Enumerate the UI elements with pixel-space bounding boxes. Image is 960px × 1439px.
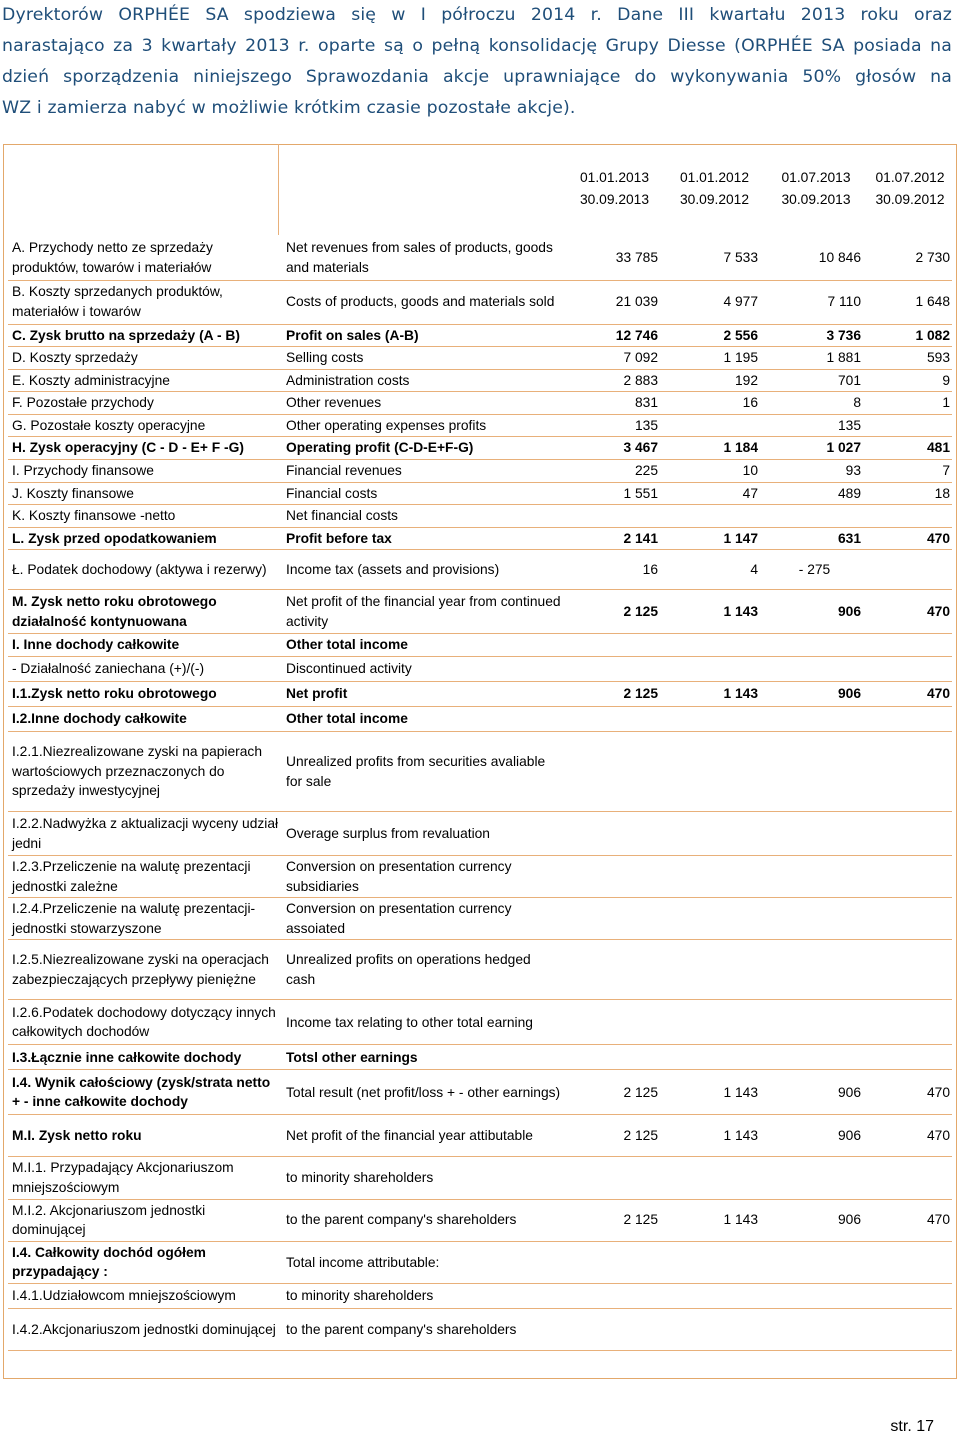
value-cell: 2 556 xyxy=(664,324,764,347)
row-label-pl: M. Zysk netto roku obrotowego działalność kontynuowana xyxy=(8,590,282,634)
value-cell: 7 xyxy=(867,460,952,483)
row-label-en: Selling costs xyxy=(282,347,564,370)
row-label-pl: I.2.3.Przeliczenie na walutę prezentacji jednostki zależne xyxy=(8,856,282,898)
row-label-en: Profit before tax xyxy=(282,527,564,550)
value-cell xyxy=(664,1157,764,1199)
value-cell: 470 xyxy=(867,590,952,634)
row-label-pl: I.2.6.Podatek dochodowy dotyczący innych całkowitych dochodów xyxy=(8,1000,282,1045)
value-cell xyxy=(664,732,764,812)
value-cell: 18 xyxy=(867,482,952,505)
table-row xyxy=(8,1070,952,1115)
value-cell xyxy=(764,1283,867,1308)
value-cell: 831 xyxy=(564,392,664,415)
value-cell: 906 xyxy=(764,1070,867,1115)
value-cell xyxy=(564,812,664,856)
row-label-en: Total result (net profit/loss + - other earnings) xyxy=(282,1070,564,1115)
value-cell: 2 141 xyxy=(564,527,664,550)
row-label-en: Unrealized profits on operations hedged cash xyxy=(282,940,564,1000)
header-period-3 xyxy=(764,166,867,236)
value-cell xyxy=(564,1000,664,1045)
row-label-pl: D. Koszty sprzedaży xyxy=(8,347,282,370)
table-row xyxy=(8,392,952,415)
value-cell xyxy=(564,1308,664,1350)
row-label-en: Net profit of the financial year attibutable xyxy=(282,1115,564,1157)
value-cell: 9 xyxy=(867,369,952,392)
table-row xyxy=(8,1000,952,1045)
value-cell: 701 xyxy=(764,369,867,392)
value-cell xyxy=(564,1045,664,1070)
value-cell xyxy=(867,657,952,682)
value-cell: 1 082 xyxy=(867,324,952,347)
intro-line: dzień sporządzenia niniejszego Sprawozdania akcje uprawniające do wykonywania 50% głosów na xyxy=(2,67,952,87)
row-label-pl: I.2.Inne dochody całkowite xyxy=(8,707,282,732)
value-cell xyxy=(867,1157,952,1199)
value-cell: 1 143 xyxy=(664,590,764,634)
value-cell: 1 143 xyxy=(664,1115,764,1157)
value-cell xyxy=(564,657,664,682)
header-period-1 xyxy=(564,166,664,236)
value-cell: 1 881 xyxy=(764,347,867,370)
value-cell xyxy=(564,1241,664,1283)
intro-line: WZ i zamierza nabyć w możliwie krótkim czasie pozostałe akcje). xyxy=(2,98,576,118)
value-cell: 4 xyxy=(664,550,764,590)
row-label-en: to the parent company's shareholders xyxy=(282,1199,564,1241)
intro-line: Dyrektorów ORPHÉE SA spodziewa się w I półroczu 2014 r. Dane III kwartału 2013 roku oraz xyxy=(2,5,952,25)
value-cell: 33 785 xyxy=(564,236,664,280)
value-cell: 1 143 xyxy=(664,1070,764,1115)
value-cell: 10 xyxy=(664,460,764,483)
value-cell: 21 039 xyxy=(564,280,664,324)
table-row xyxy=(8,1241,952,1283)
value-cell: 8 xyxy=(764,392,867,415)
table-row xyxy=(8,898,952,940)
row-label-en: Other total income xyxy=(282,634,564,657)
table-row xyxy=(8,347,952,370)
period-from: 01.07.2013 xyxy=(781,170,851,185)
row-label-pl: - Działalność zaniechana (+)/(-) xyxy=(8,657,282,682)
row-label-en: Totsl other earnings xyxy=(282,1045,564,1070)
value-cell xyxy=(564,1283,664,1308)
table-row xyxy=(8,550,952,590)
value-cell: 135 xyxy=(764,414,867,437)
value-cell: 1 184 xyxy=(664,437,764,460)
value-cell xyxy=(564,707,664,732)
row-label-en: Financial revenues xyxy=(282,460,564,483)
row-label-en: to minority shareholders xyxy=(282,1157,564,1199)
value-cell: 470 xyxy=(867,1199,952,1241)
row-label-en: Costs of products, goods and materials sold xyxy=(282,280,564,324)
value-cell xyxy=(867,505,952,528)
table-row xyxy=(8,856,952,898)
header-period-4 xyxy=(867,166,952,236)
row-label-en: Other total income xyxy=(282,707,564,732)
period-to: 30.09.2013 xyxy=(579,192,650,207)
table-row xyxy=(8,940,952,1000)
value-cell xyxy=(564,856,664,898)
value-cell xyxy=(664,1308,764,1350)
value-cell: 12 746 xyxy=(564,324,664,347)
value-cell xyxy=(564,898,664,940)
row-label-en: to the parent company's shareholders xyxy=(282,1308,564,1350)
value-cell xyxy=(664,1283,764,1308)
value-cell: 7 092 xyxy=(564,347,664,370)
value-cell: 16 xyxy=(564,550,664,590)
value-cell xyxy=(764,1000,867,1045)
row-label-en: Net profit xyxy=(282,682,564,707)
row-label-pl: I.4. Całkowity dochód ogółem przypadający : xyxy=(8,1241,282,1283)
row-label-pl: I.2.5.Niezrealizowane zyski na operacjach zabezpieczających przepływy pieniężne xyxy=(8,940,282,1000)
value-cell xyxy=(764,898,867,940)
value-cell xyxy=(664,505,764,528)
table-row xyxy=(8,236,952,280)
value-cell xyxy=(867,634,952,657)
intro-paragraph xyxy=(2,0,952,124)
value-cell xyxy=(664,1045,764,1070)
value-cell xyxy=(867,1283,952,1308)
value-cell: 2 883 xyxy=(564,369,664,392)
row-label-pl: Ł. Podatek dochodowy (aktywa i rezerwy) xyxy=(8,550,282,590)
table-row xyxy=(8,1115,952,1157)
value-cell: 1 147 xyxy=(664,527,764,550)
row-label-en: Other revenues xyxy=(282,392,564,415)
value-cell: 2 125 xyxy=(564,1070,664,1115)
table-row xyxy=(8,657,952,682)
period-from: 01.01.2013 xyxy=(579,170,650,185)
row-label-en: Conversion on presentation currency subsidiaries xyxy=(282,856,564,898)
table-row xyxy=(8,707,952,732)
table-row xyxy=(8,1199,952,1241)
table-row xyxy=(8,590,952,634)
row-label-en: Conversion on presentation currency assoiated xyxy=(282,898,564,940)
value-cell: 3 736 xyxy=(764,324,867,347)
value-cell: 470 xyxy=(867,1070,952,1115)
value-cell xyxy=(664,812,764,856)
table-row xyxy=(8,414,952,437)
row-label-pl: I.4.1.Udziałowcom mniejszościowym xyxy=(8,1283,282,1308)
row-label-en: Net financial costs xyxy=(282,505,564,528)
value-cell: 47 xyxy=(664,482,764,505)
row-label-pl: M.I. Zysk netto roku xyxy=(8,1115,282,1157)
value-cell: 489 xyxy=(764,482,867,505)
header-blank-pl xyxy=(8,166,282,236)
value-cell xyxy=(867,1308,952,1350)
page-number: str. 17 xyxy=(890,1418,934,1435)
value-cell: 1 648 xyxy=(867,280,952,324)
table-row xyxy=(8,1045,952,1070)
row-label-en: Total income attributable: xyxy=(282,1241,564,1283)
value-cell: 1 027 xyxy=(764,437,867,460)
intro-line: narastająco za 3 kwartały 2013 r. oparte są o pełną konsolidację Grupy Diesse (ORPHÉE SA posiada na xyxy=(2,36,952,56)
table-row xyxy=(8,812,952,856)
row-label-en: Overage surplus from revaluation xyxy=(282,812,564,856)
value-cell xyxy=(867,732,952,812)
value-cell: 4 977 xyxy=(664,280,764,324)
value-cell: 225 xyxy=(564,460,664,483)
value-cell xyxy=(564,505,664,528)
value-cell: 593 xyxy=(867,347,952,370)
value-cell: 631 xyxy=(764,527,867,550)
value-cell xyxy=(764,634,867,657)
row-label-en: to minority shareholders xyxy=(282,1283,564,1308)
row-label-en: Income tax (assets and provisions) xyxy=(282,550,564,590)
row-label-pl: F. Pozostałe przychody xyxy=(8,392,282,415)
value-cell xyxy=(867,812,952,856)
value-cell xyxy=(564,1157,664,1199)
row-label-en: Administration costs xyxy=(282,369,564,392)
header-period-2 xyxy=(664,166,764,236)
value-cell xyxy=(764,940,867,1000)
table-row xyxy=(8,369,952,392)
period-to: 30.09.2013 xyxy=(781,192,851,207)
table-row xyxy=(8,437,952,460)
value-cell xyxy=(764,812,867,856)
header-blank-en xyxy=(282,166,564,236)
value-cell xyxy=(867,1000,952,1045)
row-label-en: Unrealized profits from securities avaliable for sale xyxy=(282,732,564,812)
value-cell: 470 xyxy=(867,1115,952,1157)
row-label-pl: I.4.2.Akcjonariuszom jednostki dominującej xyxy=(8,1308,282,1350)
value-cell xyxy=(867,856,952,898)
value-cell xyxy=(764,707,867,732)
row-label-pl: I.4. Wynik całościowy (zysk/strata netto + - inne całkowite dochody xyxy=(8,1070,282,1115)
value-cell xyxy=(764,732,867,812)
value-cell: 3 467 xyxy=(564,437,664,460)
value-cell xyxy=(664,1241,764,1283)
table-row xyxy=(8,280,952,324)
value-cell xyxy=(664,898,764,940)
value-cell: 2 125 xyxy=(564,1115,664,1157)
row-label-pl: I.2.1.Niezrealizowane zyski na papierach wartościowych przeznaczonych do sprzedaży inwestycyjnej xyxy=(8,732,282,812)
value-cell: 192 xyxy=(664,369,764,392)
value-cell xyxy=(664,414,764,437)
value-cell: 481 xyxy=(867,437,952,460)
row-label-en: Net profit of the financial year from continued activity xyxy=(282,590,564,634)
row-label-en: Income tax relating to other total earning xyxy=(282,1000,564,1045)
table-row xyxy=(8,1157,952,1199)
value-cell xyxy=(867,1241,952,1283)
table-row xyxy=(8,505,952,528)
row-label-pl: M.I.2. Akcjonariuszom jednostki dominującej xyxy=(8,1199,282,1241)
value-cell: 1 551 xyxy=(564,482,664,505)
row-label-pl: J. Koszty finansowe xyxy=(8,482,282,505)
row-label-pl: H. Zysk operacyjny (C - D - E+ F -G) xyxy=(8,437,282,460)
value-cell: 906 xyxy=(764,1115,867,1157)
value-cell: 135 xyxy=(564,414,664,437)
value-cell: 1 143 xyxy=(664,1199,764,1241)
row-label-en: Discontinued activity xyxy=(282,657,564,682)
table-row xyxy=(8,460,952,483)
value-cell: 2 730 xyxy=(867,236,952,280)
value-cell: 1 143 xyxy=(664,682,764,707)
value-cell xyxy=(764,1157,867,1199)
value-cell: 10 846 xyxy=(764,236,867,280)
value-cell: 906 xyxy=(764,682,867,707)
value-cell: - 275 xyxy=(764,550,867,590)
row-label-pl: A. Przychody netto ze sprzedaży produktów, towarów i materiałów xyxy=(8,236,282,280)
value-cell xyxy=(764,1045,867,1070)
table-body xyxy=(8,236,952,1350)
value-cell: 470 xyxy=(867,527,952,550)
value-cell xyxy=(764,505,867,528)
table-row xyxy=(8,1283,952,1308)
table-row xyxy=(8,527,952,550)
value-cell: 93 xyxy=(764,460,867,483)
period-to: 30.09.2012 xyxy=(679,192,750,207)
value-cell xyxy=(764,1241,867,1283)
table-row xyxy=(8,634,952,657)
row-label-pl: G. Pozostałe koszty operacyjne xyxy=(8,414,282,437)
value-cell xyxy=(664,634,764,657)
table-row xyxy=(8,682,952,707)
value-cell xyxy=(764,1308,867,1350)
value-cell xyxy=(764,657,867,682)
value-cell xyxy=(564,940,664,1000)
value-cell: 7 110 xyxy=(764,280,867,324)
value-cell xyxy=(664,856,764,898)
table-header-row xyxy=(8,166,952,236)
value-cell xyxy=(564,634,664,657)
row-label-pl: E. Koszty administracyjne xyxy=(8,369,282,392)
table-row xyxy=(8,482,952,505)
row-label-pl: I. Przychody finansowe xyxy=(8,460,282,483)
value-cell xyxy=(867,1045,952,1070)
value-cell xyxy=(867,898,952,940)
value-cell xyxy=(664,940,764,1000)
value-cell: 1 195 xyxy=(664,347,764,370)
row-label-pl: K. Koszty finansowe -netto xyxy=(8,505,282,528)
table-row xyxy=(8,732,952,812)
value-cell xyxy=(664,1000,764,1045)
value-cell: 2 125 xyxy=(564,1199,664,1241)
value-cell: 906 xyxy=(764,590,867,634)
row-label-pl: I.2.2.Nadwyżka z aktualizacji wyceny udział jedni xyxy=(8,812,282,856)
row-label-pl: I.3.Łącznie inne całkowite dochody xyxy=(8,1045,282,1070)
value-cell xyxy=(867,414,952,437)
period-to: 30.09.2012 xyxy=(875,192,945,207)
row-label-en: Net revenues from sales of products, goods and materials xyxy=(282,236,564,280)
table-row xyxy=(8,324,952,347)
value-cell xyxy=(664,707,764,732)
row-label-pl: I.2.4.Przeliczenie na walutę prezentacji-jednostki stowarzyszone xyxy=(8,898,282,940)
value-cell xyxy=(867,940,952,1000)
row-label-en: Financial costs xyxy=(282,482,564,505)
value-cell: 16 xyxy=(664,392,764,415)
row-label-en: Profit on sales (A-B) xyxy=(282,324,564,347)
value-cell xyxy=(764,856,867,898)
value-cell: 1 xyxy=(867,392,952,415)
row-label-pl: I. Inne dochody całkowite xyxy=(8,634,282,657)
value-cell: 7 533 xyxy=(664,236,764,280)
row-label-en: Other operating expenses profits xyxy=(282,414,564,437)
value-cell xyxy=(867,550,952,590)
row-label-pl: C. Zysk brutto na sprzedaży (A - B) xyxy=(8,324,282,347)
value-cell xyxy=(867,707,952,732)
row-label-pl: L. Zysk przed opodatkowaniem xyxy=(8,527,282,550)
value-cell: 470 xyxy=(867,682,952,707)
period-from: 01.01.2012 xyxy=(679,170,750,185)
value-cell: 906 xyxy=(764,1199,867,1241)
row-label-pl: I.1.Zysk netto roku obrotowego xyxy=(8,682,282,707)
value-cell: 2 125 xyxy=(564,682,664,707)
value-cell xyxy=(564,732,664,812)
value-cell: 2 125 xyxy=(564,590,664,634)
row-label-pl: B. Koszty sprzedanych produktów, materiałów i towarów xyxy=(8,280,282,324)
financial-statement-table xyxy=(8,166,952,1351)
row-label-en: Operating profit (C-D-E+F-G) xyxy=(282,437,564,460)
period-from: 01.07.2012 xyxy=(875,170,945,185)
table-row xyxy=(8,1308,952,1350)
row-label-pl: M.I.1. Przypadający Akcjonariuszom mniejszościowym xyxy=(8,1157,282,1199)
value-cell xyxy=(664,657,764,682)
